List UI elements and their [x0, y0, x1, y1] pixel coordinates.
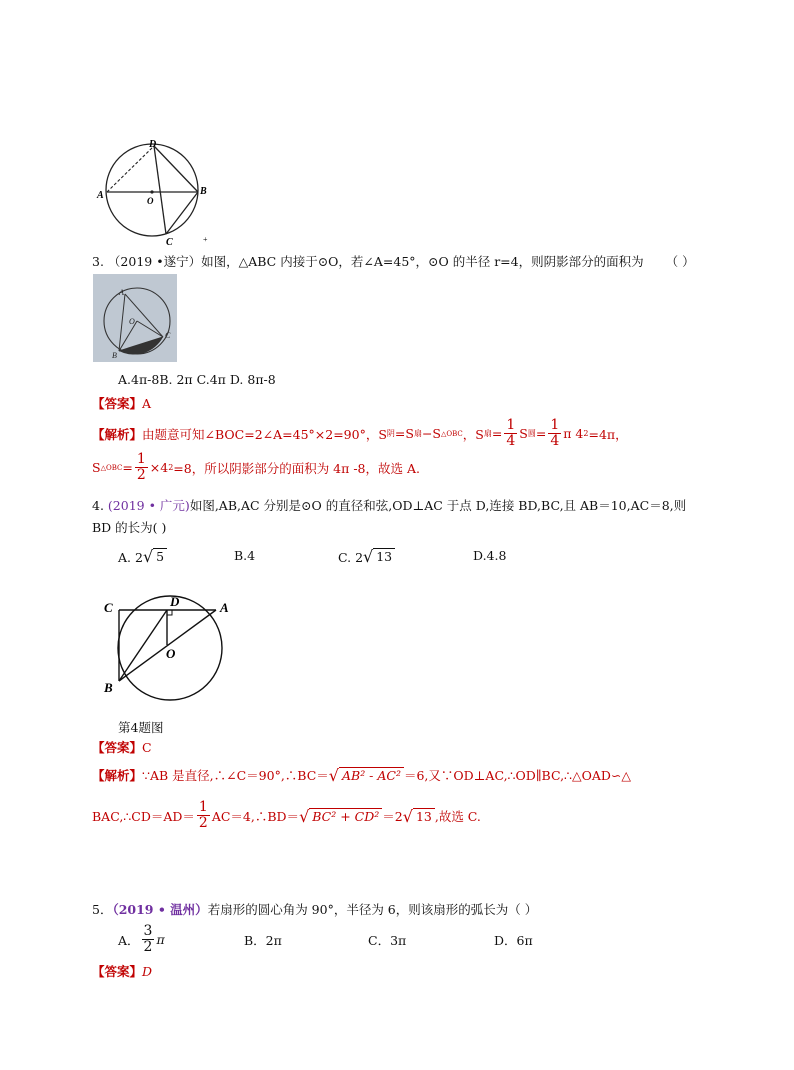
q3-sub-1: 阴 [386, 429, 395, 438]
question-5-stem [92, 900, 537, 918]
q3-analysis-label: 【解析】 [92, 426, 143, 442]
q3-number: 3. [92, 254, 104, 269]
q5-option-a: A． $\frac{3}{2}$ π [118, 923, 165, 955]
q3-analysis-text-c: −S [421, 426, 441, 441]
q3-analysis-line-1 [92, 418, 628, 449]
fig1-label-D: D [149, 139, 157, 150]
q3-analysis-line-2 [92, 452, 420, 483]
q4-analysis1-text-a: ∵AB 是直径,∴∠C＝90°,∴BC＝ [142, 768, 329, 783]
q5-answer [92, 962, 152, 980]
q3-text: 如图，△ABC 内接于⊙O，若∠A=45°，⊙O 的半径 r=4，则阴影部分的面积为 [201, 254, 644, 269]
q5-answer-value: D [142, 964, 153, 979]
q3-sub-3: △OBC [441, 429, 463, 438]
question-4-stem-line-1 [92, 496, 686, 514]
q4-analysis2-text-d: ,故选 C. [434, 808, 481, 824]
q5-text: 若扇形的圆心角为 90°，半径为 6，则该扇形的弧长为（ ） [207, 902, 538, 917]
q3-analysis-text-f: S [519, 426, 528, 441]
q5-options [118, 924, 533, 955]
q4-option-a: A. 2 √ 5 [118, 548, 234, 565]
q4-analysis2-radical: √ BC² + CD² [299, 808, 382, 824]
fig1-label-B: B [200, 186, 207, 197]
q4-analysis1-text-b: ＝6,又∵OD⊥AC,∴OD∥BC,∴△OAD∽△ [403, 768, 632, 783]
q5-option-d: D．6π [494, 932, 533, 948]
q3-analysis-text-e: = [491, 426, 503, 441]
q5-number: 5． [92, 902, 113, 917]
fig1-label-O: O [147, 196, 154, 206]
q3-answer [92, 394, 151, 412]
q3-analysis2-text-a: S [92, 460, 101, 475]
q3-fig-label-B: B [112, 351, 117, 360]
q3-answer-label: 【答案】 [92, 396, 143, 411]
q4-source: (2019 • 广元) [107, 498, 190, 513]
q4-answer [92, 738, 152, 756]
figure-1-circle-diagram [92, 134, 222, 246]
q3-paren: （ ） [665, 254, 695, 269]
q4-option-c: C. 2 √ 13 [338, 548, 473, 565]
q3-sub-2: 扇 [413, 429, 422, 438]
q4-text-line-2: BD 的长为( ) [92, 520, 167, 535]
q4-figure-circle [100, 590, 240, 702]
q3-analysis-text-d: ，S [462, 426, 484, 442]
q4-figure-caption: 第4题图 [118, 720, 164, 735]
q3-analysis-text-i: =4π， [588, 426, 628, 442]
q3-analysis-text-h: π 4 [563, 426, 584, 441]
q3-fig-label-A: A [119, 288, 124, 297]
q4-options [118, 548, 506, 565]
q4-fraction-1-2: $\frac{1}{2}$ [198, 799, 208, 831]
q4-number: 4. [92, 498, 104, 513]
q4-fig-label-O: O [166, 646, 176, 661]
q4-analysis2-text-a: BAC,∴CD＝AD＝ [92, 808, 195, 824]
q4-analysis2-text-c: ＝2 [382, 808, 403, 824]
fig1-plus-mark: + [203, 235, 208, 244]
q4-text-line-1: 如图,AB,AC 分别是⊙O 的直径和弦,OD⊥AC 于点 D,连接 BD,BC,且 AB＝10,AC＝8,则 [189, 498, 687, 513]
q3-analysis-text-a: 由题意可知∠BOC=2∠A=45°×2=90°，S [142, 426, 387, 442]
q3-analysis2-sup: 2 [168, 463, 174, 472]
q3-analysis2-text-b: = [122, 460, 133, 475]
q3-fraction-1-4-a: $\frac{1}{4}$ [506, 417, 516, 449]
q4-fig-label-A: A [220, 600, 229, 615]
q5-option-b: B．2π [244, 932, 282, 948]
q4-fig-label-C: C [104, 600, 113, 615]
q3-analysis2-sub: △OBC [100, 463, 123, 472]
question-3-stem [92, 252, 695, 270]
q3-sub-5: 圆 [527, 429, 536, 438]
q3-options: A.4π-8B. 2π C.4π D. 8π-8 [118, 372, 276, 387]
q5-source: （2019 • 温州） [112, 902, 208, 917]
fig1-label-C: C [166, 237, 173, 246]
q4-analysis-line-1 [92, 766, 631, 784]
q4-analysis1-radical: √ AB² - AC² [329, 767, 404, 783]
q5-option-c: C．3π [368, 932, 407, 948]
q3-analysis2-text-d: =8，所以阴影部分的面积为 4π -8，故选 A. [173, 460, 420, 476]
q4-option-b: B.4 [234, 548, 256, 563]
q4-analysis2-text-b: AC＝4,∴BD＝ [211, 808, 300, 824]
q4-answer-value: C [142, 740, 152, 755]
q3-analysis2-text-c: ×4 [149, 460, 169, 475]
q4-fig-label-D: D [170, 594, 180, 609]
q3-fig-label-C: C [165, 331, 171, 340]
q4-option-d: D.4.8 [473, 548, 507, 563]
fig1-label-A: A [97, 190, 104, 201]
q4-analysis-label: 【解析】 [92, 768, 143, 783]
q3-figure-inscribed-triangle [93, 274, 177, 362]
q3-sup-1: 2 [583, 429, 589, 438]
q5-answer-label: 【答案】 [92, 964, 143, 979]
q4-fig-label-B: B [104, 680, 113, 695]
q4-analysis-line-2 [92, 800, 481, 831]
q3-analysis-text-b: =S [394, 426, 414, 441]
q3-fraction-1-2: $\frac{1}{2}$ [136, 451, 146, 483]
q4-analysis2-radical-13: √ 13 [403, 808, 435, 824]
q3-analysis-text-g: = [535, 426, 547, 441]
q4-answer-label: 【答案】 [92, 740, 143, 755]
q3-fraction-1-4-b: $\frac{1}{4}$ [550, 417, 560, 449]
q3-source: （2019 •遂宁） [107, 254, 202, 269]
q3-sub-4: 扇 [483, 429, 492, 438]
q3-fig-label-O: O [129, 317, 135, 326]
q3-answer-value: A [142, 396, 152, 411]
